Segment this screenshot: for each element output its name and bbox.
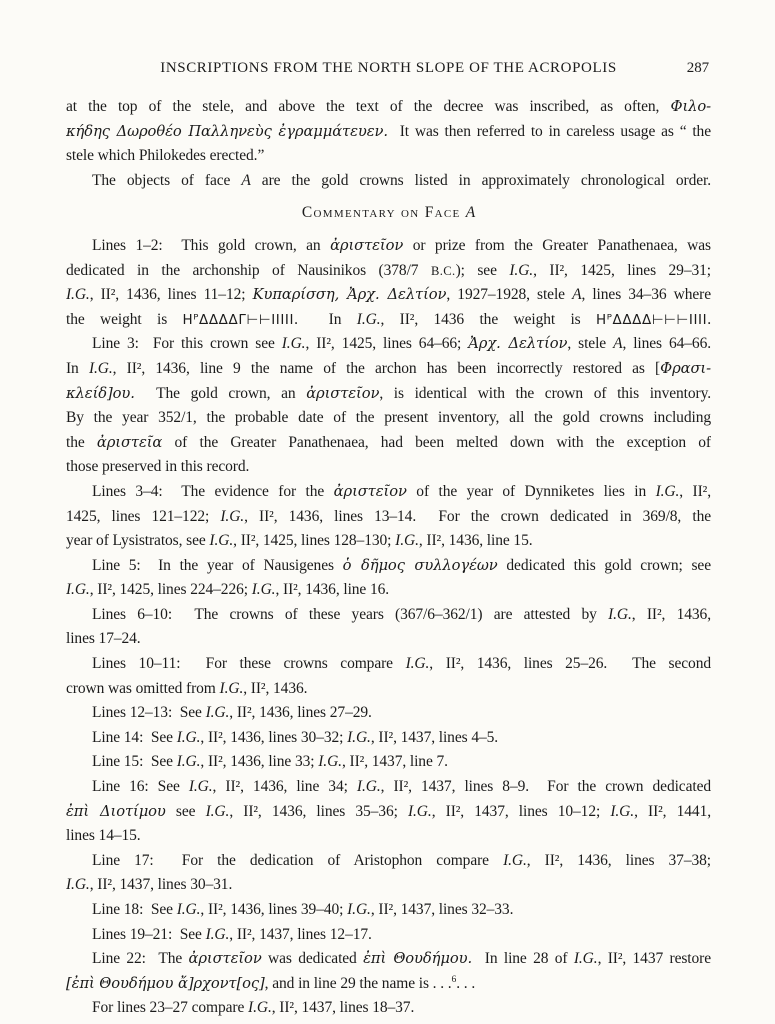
text-segment: I.G. — [655, 482, 680, 500]
text-segment: I.G. — [509, 261, 534, 279]
text-segment: , II², 1437, lines 12–17. — [229, 925, 372, 943]
text-segment: I.G. — [66, 286, 90, 304]
text-line — [66, 996, 711, 1021]
text-segment: , stele — [567, 335, 614, 353]
text-line — [66, 800, 711, 825]
greek-text: ἐπὶ Διοτίμου — [66, 802, 166, 820]
text-line — [66, 332, 711, 357]
text-segment: , II², 1436, — [631, 605, 711, 623]
paragraph — [66, 652, 711, 701]
text-line — [66, 505, 711, 530]
text-segment: , II², 1437, line 7. — [341, 753, 448, 771]
text-line — [66, 873, 711, 898]
text-line — [66, 947, 711, 972]
section-heading — [66, 201, 711, 226]
text-segment: , II², 1425, lines 128–130; — [233, 532, 396, 550]
text-segment: , II², 1436, lines 13–14. For the crown dedicated in 369/8, the — [244, 507, 711, 525]
text-segment: , II², 1436. — [243, 679, 308, 697]
text-line — [66, 923, 711, 948]
text-segment: , II², 1436, lines 25–26. The second — [429, 655, 711, 673]
text-segment: I.G. — [88, 359, 113, 377]
text-line — [66, 357, 711, 382]
greek-text: ἀριστεῖον — [188, 950, 262, 968]
text-segment: , II², 1436, line 16. — [275, 581, 390, 599]
text-line — [66, 283, 711, 308]
text-segment: Lines 3–4: The evidence for the — [92, 482, 334, 500]
text-segment: I.G. — [356, 778, 381, 796]
paragraph — [66, 95, 711, 169]
paragraph — [66, 234, 711, 332]
text-segment: I.G. — [205, 802, 230, 820]
paragraph — [66, 480, 711, 554]
text-segment: , II², 1436 the weight is — [380, 310, 596, 328]
text-segment: B.C. — [430, 263, 456, 278]
text-segment: Line 3: For this crown see — [92, 335, 282, 353]
text-line — [66, 849, 711, 874]
text-segment: I.G. — [347, 901, 371, 918]
text-segment: , II², 1437, lines 10–12; — [431, 802, 611, 820]
text-segment: , II², 1436, line 33; — [200, 753, 319, 771]
text-segment: I.G. — [347, 728, 371, 746]
text-segment: of the Greater Panathenaea, had been melted down with the exception of — [162, 433, 711, 451]
text-segment: The gold crown, an — [134, 384, 307, 402]
text-line — [66, 406, 711, 431]
text-segment: , II², 1437, lines 30–31. — [89, 876, 233, 894]
text-segment: , II², 1425, lines 64–66; — [305, 335, 469, 353]
text-segment: Line 22: The — [92, 950, 189, 968]
text-line — [66, 972, 711, 997]
text-segment: I.G. — [176, 753, 201, 771]
text-segment: Line 18: See — [92, 901, 177, 918]
text-segment: In line 28 of — [472, 950, 574, 968]
text-segment: , II², 1436, line 9 the name of the archon has been incorrectly restored as [ — [112, 359, 661, 377]
text-line — [66, 120, 711, 145]
text-segment: the — [66, 433, 97, 451]
greek-text: ἀριστεῖον — [306, 384, 380, 402]
text-segment: I.G. — [503, 851, 527, 869]
body-text — [66, 95, 711, 1021]
text-segment: , II², 1436, lines 11–12; — [89, 286, 253, 304]
heading-line — [66, 201, 711, 226]
greek-text: Φρασι- — [660, 359, 711, 377]
attic-numeral-weight: ΗᴾΔΔΔΔΓ⊢⊢ΙΙΙΙΙ — [182, 311, 295, 328]
text-segment: see — [165, 802, 206, 820]
text-line — [66, 234, 711, 259]
text-segment: Lines 6–10: The crowns of these years (367/6–362/1) are attested by — [92, 605, 609, 623]
text-segment: dedicated in the archonship of Nausinikos (378/7 — [66, 261, 431, 279]
text-line — [66, 144, 711, 169]
text-segment: I.G. — [318, 753, 342, 771]
greek-text: κλείδ]ου. — [66, 384, 135, 402]
text-segment: , II², 1436, lines 30–32; — [200, 728, 348, 746]
text-line — [66, 382, 711, 407]
greek-text: Ἀρχ. Δελτίον — [468, 335, 568, 353]
text-segment: , II², 1425, lines 29–31; — [533, 261, 711, 279]
text-segment: Commentary on Face — [301, 204, 466, 222]
text-line — [66, 529, 711, 554]
text-line — [66, 677, 711, 702]
text-line — [66, 480, 711, 505]
text-segment: are the gold crowns listed in approximately chronological order. — [250, 171, 711, 189]
paragraph — [66, 750, 711, 775]
text-segment: dedicated this gold crown; see — [497, 556, 711, 574]
text-segment: the weight is — [66, 310, 183, 328]
text-segment: , II², 1436, lines 39–40; — [200, 901, 348, 918]
paragraph — [66, 849, 711, 898]
paragraph — [66, 701, 711, 726]
text-segment: I.G. — [188, 778, 213, 796]
text-segment: I.G. — [205, 704, 230, 722]
text-segment: Lines 12–13: See — [92, 704, 206, 722]
text-line — [66, 701, 711, 726]
text-segment: year of Lysistratos, see — [66, 532, 210, 550]
text-segment: I.G. — [405, 655, 430, 673]
text-segment: , II², 1437, lines 4–5. — [370, 728, 499, 746]
text-line — [66, 627, 711, 652]
greek-text: Φιλο- — [670, 98, 711, 115]
text-segment: 6 — [451, 973, 457, 985]
paragraph — [66, 947, 711, 996]
text-segment: Lines 10–11: For these crowns compare — [92, 655, 406, 673]
text-segment: , II², 1425, lines 224–226; — [89, 581, 252, 599]
text-segment: , lines 64–66. — [622, 335, 711, 353]
text-segment: I.G. — [66, 876, 90, 894]
text-line — [66, 726, 711, 751]
greek-text: ἐπὶ Θουδήμου. — [363, 950, 473, 968]
text-segment: , II², 1437, lines 32–33. — [370, 901, 514, 918]
text-segment: , II², 1436, lines 27–29. — [229, 704, 372, 722]
text-segment: I.G. — [608, 605, 632, 623]
text-segment: Lines 19–21: See — [92, 925, 206, 943]
text-segment: . — [707, 310, 711, 328]
text-segment: , lines 34–36 where — [581, 286, 711, 304]
text-segment: A — [572, 286, 582, 304]
text-line — [66, 554, 711, 579]
text-segment: Lines 1–2: This gold crown, an — [92, 236, 331, 254]
greek-text: ἀριστεῖον — [333, 482, 407, 500]
text-line — [66, 603, 711, 628]
greek-text: Κυπαρίσση, Ἀρχ. Δελτίον — [252, 286, 447, 304]
text-segment: , and in line 29 the name is . . . — [264, 974, 452, 992]
text-segment: Line 16: See — [92, 778, 189, 796]
text-segment: Line 5: In the year of Nausigenes — [92, 556, 343, 574]
text-segment: . In — [294, 310, 357, 328]
text-segment: I.G. — [356, 310, 381, 328]
text-segment: or prize from the Greater Panathenaea, was — [403, 236, 711, 254]
text-segment: , II², 1437, lines 8–9. For the crown dedicated — [380, 778, 711, 796]
text-segment: A — [241, 171, 251, 189]
text-segment: , II², 1437 restore — [597, 950, 711, 968]
text-segment: stele which Philokedes erected.” — [66, 147, 265, 165]
text-segment: I.G. — [176, 901, 201, 918]
text-segment: Line 17: For the dedication of Aristophon compare — [92, 851, 504, 869]
paragraph — [66, 923, 711, 948]
text-segment: . . . — [456, 974, 476, 992]
text-segment: I.G. — [395, 532, 419, 550]
text-line — [66, 169, 711, 194]
text-segment: I.G. — [248, 999, 272, 1017]
text-segment: Line 15: See — [92, 753, 177, 771]
text-segment: of the year of Dynniketes lies in — [406, 482, 656, 500]
text-segment: It was then referred to in careless usage as “ the — [387, 122, 711, 140]
text-segment: I.G. — [209, 532, 234, 550]
paragraph — [66, 775, 711, 849]
text-segment: I.G. — [251, 581, 276, 599]
paragraph — [66, 332, 711, 480]
text-segment: , II², 1436, line 15. — [418, 532, 533, 550]
text-segment: crown was omitted from — [66, 679, 220, 697]
text-segment: In — [66, 359, 89, 377]
paragraph — [66, 554, 711, 603]
text-segment: I.G. — [407, 802, 432, 820]
text-segment: 1425, lines 121–122; — [66, 507, 221, 525]
header-title: INSCRIPTIONS FROM THE NORTH SLOPE OF THE ACROPOLIS — [160, 60, 617, 76]
text-segment: those preserved in this record. — [66, 458, 250, 476]
text-line — [66, 750, 711, 775]
text-segment: at the top of the stele, and above the text of the decree was inscribed, as often, — [66, 98, 671, 115]
page-number: 287 — [686, 60, 709, 76]
text-line — [66, 775, 711, 800]
text-segment: , II², 1441, — [634, 802, 711, 820]
text-segment: , II², 1436, lines 35–36; — [229, 802, 408, 820]
text-segment: I.G. — [176, 728, 201, 746]
text-segment: , II², 1436, line 34; — [212, 778, 357, 796]
paragraph — [66, 726, 711, 751]
text-segment: I.G. — [205, 925, 230, 943]
text-segment: was dedicated — [261, 950, 364, 968]
text-line — [66, 455, 711, 480]
text-segment: , II², 1437, lines 18–37. — [271, 999, 415, 1017]
text-segment: I.G. — [66, 581, 90, 599]
text-segment: , is identical with the crown of this inventory. — [379, 384, 711, 402]
text-line — [66, 308, 711, 333]
paragraph — [66, 898, 711, 923]
text-line — [66, 431, 711, 456]
text-segment: I.G. — [573, 950, 598, 968]
text-segment: A — [465, 204, 476, 222]
paragraph — [66, 603, 711, 652]
text-segment: For lines 23–27 compare — [92, 999, 249, 1017]
paragraph — [66, 169, 711, 194]
greek-text: κήδης Δωροθέο Παλληνεὺς ἐγραμμάτευεν. — [66, 122, 388, 140]
text-segment: I.G. — [610, 802, 635, 820]
paragraph — [66, 996, 711, 1021]
greek-text: [ἐπὶ Θουδήμου ἄ]ρχοντ[ος] — [66, 974, 265, 992]
text-segment: Line 14: See — [92, 728, 177, 746]
text-line — [66, 95, 711, 120]
text-segment: lines 14–15. — [66, 827, 141, 845]
greek-text: ἀριστεῖα — [96, 433, 163, 451]
text-segment: By the year 352/1, the probable date of the present inventory, all the gold crowns including — [66, 409, 711, 427]
text-segment: ); see — [455, 261, 510, 279]
greek-text: ὁ δῆμος συλλογέων — [342, 556, 498, 574]
text-line — [66, 259, 711, 284]
text-line — [66, 652, 711, 677]
text-segment: The objects of face — [92, 171, 242, 189]
text-segment: , 1927–1928, stele — [446, 286, 573, 304]
greek-text: ἀριστεῖον — [330, 236, 404, 254]
running-header — [66, 60, 711, 80]
text-line — [66, 578, 711, 603]
text-segment: lines 17–24. — [66, 630, 141, 648]
text-segment: , II², — [679, 482, 711, 500]
text-line — [66, 898, 711, 923]
text-segment: I.G. — [219, 679, 244, 697]
attic-numeral-weight: ΗᴾΔΔΔΔ⊢⊢⊢ΙΙΙΙ — [596, 311, 708, 328]
text-segment: A — [613, 335, 623, 353]
text-segment: I.G. — [220, 507, 245, 525]
text-segment: , II², 1436, lines 37–38; — [526, 851, 711, 869]
text-line — [66, 824, 711, 849]
text-segment: I.G. — [281, 335, 306, 353]
